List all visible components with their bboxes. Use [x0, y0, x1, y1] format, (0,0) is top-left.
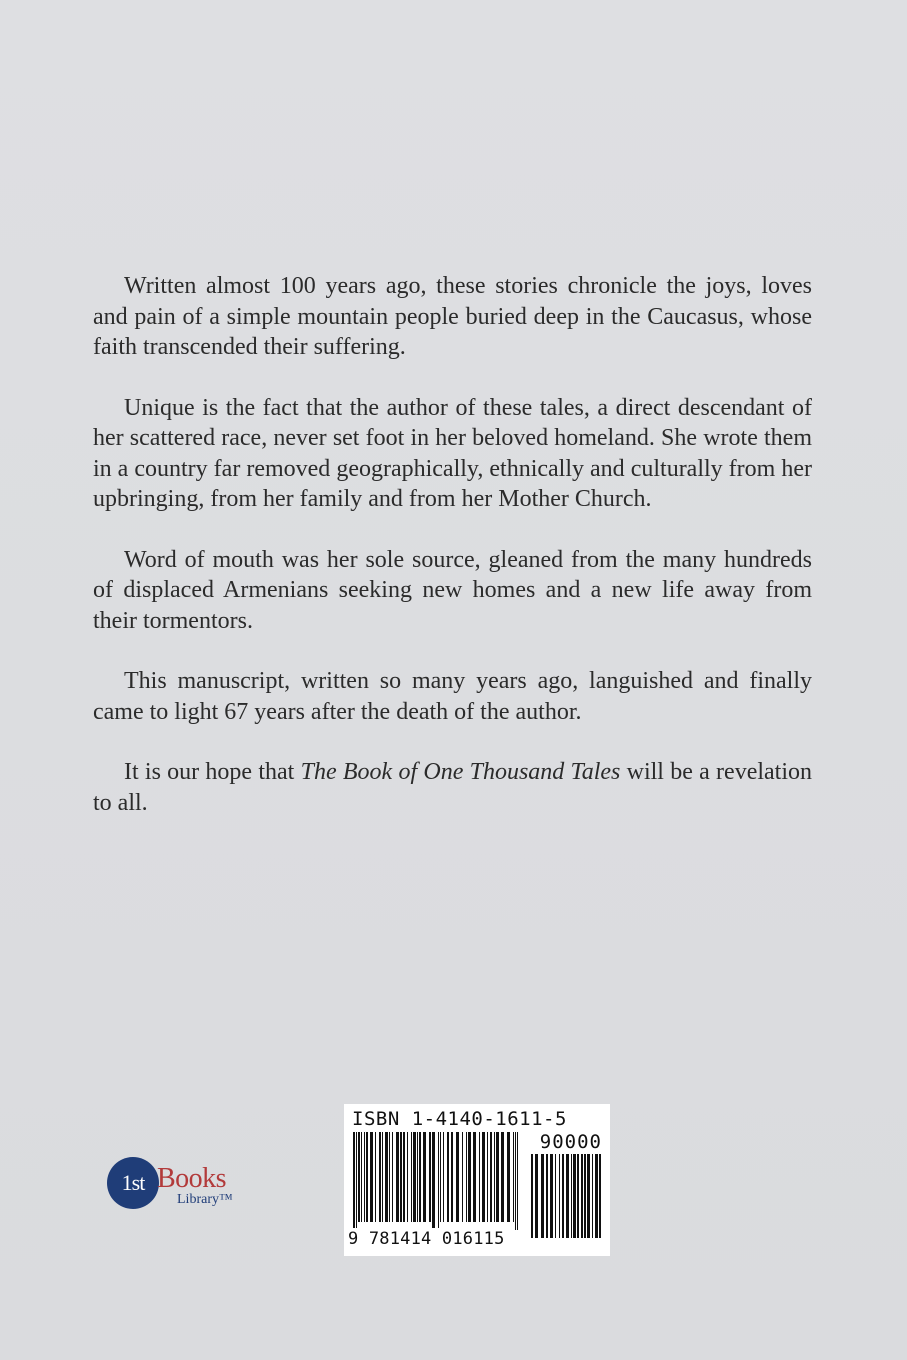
barcode-bar: [550, 1154, 553, 1238]
barcode-bar: [482, 1132, 485, 1222]
barcode-bar: [599, 1154, 601, 1238]
barcode-bar: [562, 1154, 564, 1238]
barcode-bar: [423, 1132, 426, 1222]
blurb-paragraph-2: Unique is the fact that the author of these tales, a direct descendant of her scattered race, never set foot in her beloved homeland. She wrote them in a country far removed geographically, ethnically and culturally from her upbringing, from her family and from her Mother Church.: [93, 394, 812, 512]
barcode-bar: [438, 1132, 439, 1230]
barcode-bar: [375, 1132, 376, 1222]
ean-digits: 9 781414 016115: [348, 1229, 505, 1249]
barcode-bar: [587, 1154, 590, 1238]
barcode-bar: [573, 1154, 576, 1238]
barcode-bar: [429, 1132, 431, 1222]
barcode-bar: [413, 1132, 416, 1222]
barcode-bar: [456, 1132, 459, 1222]
publisher-logo-library: Library™: [177, 1192, 233, 1207]
barcode-bar: [559, 1154, 560, 1238]
barcode-bar: [379, 1132, 381, 1222]
publisher-logo-circle: 1st: [107, 1157, 159, 1209]
barcode-bar: [370, 1132, 373, 1222]
publisher-logo-books: Books: [157, 1163, 227, 1194]
blurb-paragraph-3: Word of mouth was her sole source, gleaned from the many hundreds of displaced Armenians seeking new homes and a new life away from their tormentors.: [93, 546, 812, 634]
publisher-logo: [107, 1157, 247, 1217]
barcode-bar: [447, 1132, 449, 1222]
barcode-bar: [364, 1132, 365, 1222]
barcode-bar: [451, 1132, 453, 1222]
barcode-bar: [595, 1154, 598, 1238]
barcode-bar: [385, 1132, 388, 1222]
barcode-bar: [581, 1154, 583, 1238]
book-title: The Book of One Thousand Tales: [300, 759, 621, 785]
barcode-bar: [440, 1132, 441, 1222]
ean-barcode-bars: [352, 1132, 522, 1230]
barcode-bar: [358, 1132, 360, 1222]
barcode-bar: [571, 1154, 572, 1238]
barcode-bar: [566, 1154, 569, 1238]
barcode-bar: [462, 1132, 463, 1222]
barcode-bar: [403, 1132, 405, 1222]
barcode-bar: [487, 1132, 488, 1222]
barcode-bar: [541, 1154, 544, 1238]
barcode-bar: [419, 1132, 421, 1222]
blurb-paragraph-1: Written almost 100 years ago, these stories chronicle the joys, loves and pain of a simple mountain people buried deep in the Caucasus, whose faith transcended their suffering.: [93, 273, 812, 360]
blurb-text: [93, 271, 812, 818]
barcode-bar: [468, 1132, 471, 1222]
barcode-bar: [356, 1132, 357, 1230]
barcode-bar: [494, 1132, 495, 1222]
barcode-bar: [417, 1132, 418, 1222]
isbn-label: ISBN 1-4140-1611-5: [352, 1108, 567, 1130]
barcode-bar: [432, 1132, 435, 1230]
barcode-bar: [479, 1132, 480, 1222]
barcode-bar: [592, 1154, 593, 1238]
barcode-bar: [490, 1132, 492, 1222]
barcode-bar: [535, 1154, 538, 1238]
price-code: 90000: [539, 1131, 602, 1153]
blurb-paragraph-5-before: It is our hope that: [124, 759, 301, 785]
blurb-paragraph-5-after: will be a revelation to all.: [93, 759, 813, 816]
barcode-bar: [443, 1132, 444, 1222]
barcode-bar: [361, 1132, 362, 1222]
barcode-bar: [407, 1132, 408, 1222]
blurb-paragraph-5: [93, 757, 812, 818]
barcode-bar: [396, 1132, 399, 1222]
barcode-bar: [496, 1132, 499, 1222]
barcode-bar: [584, 1154, 586, 1238]
barcode-bar: [473, 1132, 476, 1222]
barcode-bar: [501, 1132, 504, 1222]
barcode-bar: [353, 1132, 355, 1230]
barcode-bar: [515, 1132, 516, 1230]
barcode-bar: [382, 1132, 383, 1222]
barcode-bar: [400, 1132, 402, 1222]
blurb-paragraph-4: This manuscript, written so many years ago, languished and finally came to light 67 years after the death of the author.: [93, 668, 812, 725]
barcode-bar: [531, 1154, 533, 1238]
barcode-bar: [507, 1132, 510, 1222]
barcode-bar: [411, 1132, 412, 1222]
addon-barcode-bars: [530, 1154, 602, 1246]
barcode-bar: [466, 1132, 467, 1222]
barcode-bar: [392, 1132, 393, 1222]
isbn-barcode: [344, 1104, 610, 1256]
barcode-bar: [546, 1154, 548, 1238]
barcode-bar: [366, 1132, 368, 1222]
barcode-bar: [389, 1132, 390, 1222]
barcode-bar: [513, 1132, 514, 1222]
barcode-bar: [517, 1132, 518, 1230]
barcode-bar: [577, 1154, 579, 1238]
barcode-bar: [555, 1154, 556, 1238]
